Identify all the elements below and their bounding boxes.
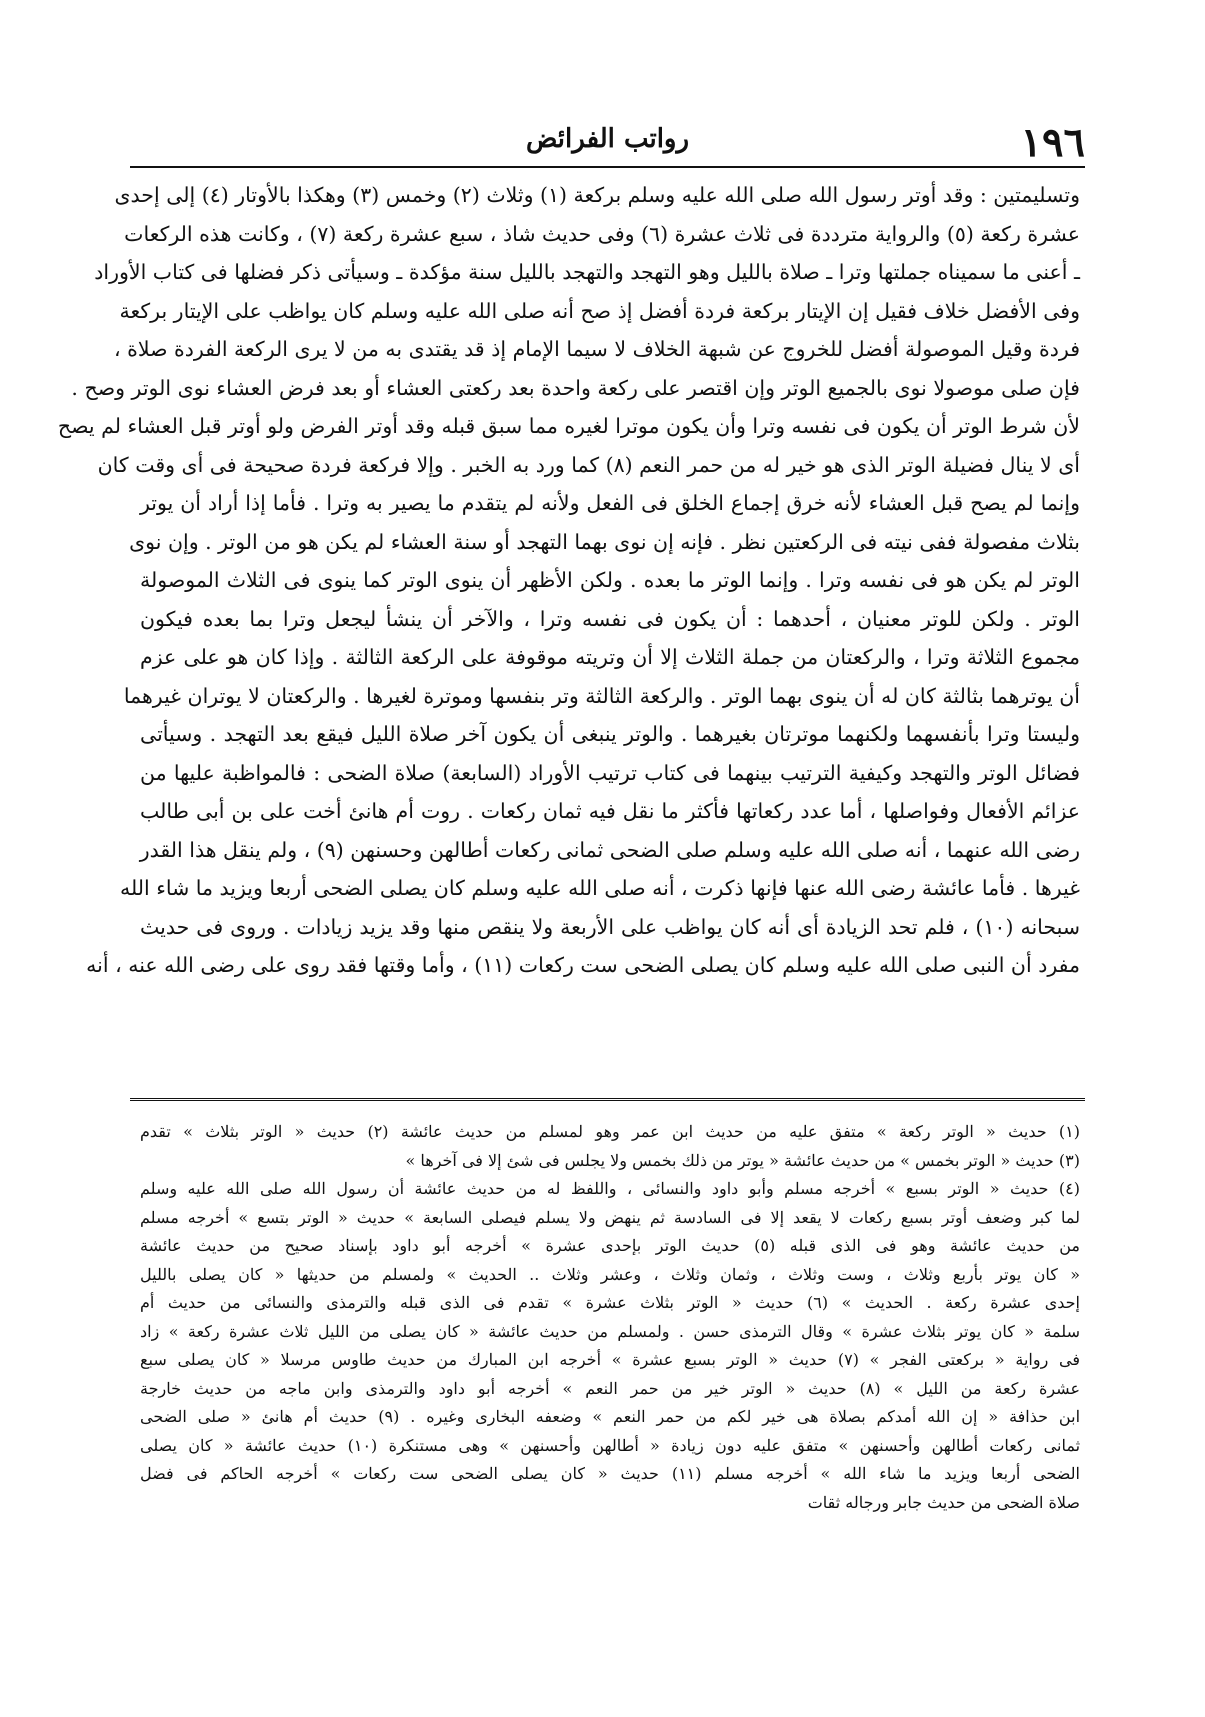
text-line: فضائل الوتر والتهجد وكيفية الترتيب بينهما فى كتاب ترتيب الأوراد (السابعة) صلاة الضحى : فالمواظبة عليها من	[140, 760, 1080, 785]
header-rule	[130, 166, 1085, 168]
footnotes	[140, 1118, 1080, 1517]
text-line: فردة وقيل الموصولة أفضل للخروج عن شبهة الخلاف لا سيما الإمام إذ قد يقتدى به من لا يرى الركعة الفردة صلاة ،	[114, 337, 1080, 361]
footnote-line: (١) حديث « الوتر ركعة » متفق عليه من حديث ابن عمر وهو لمسلم من حديث عائشة (٢) حديث « الوتر بثلاث » تقدم	[140, 1122, 1080, 1141]
footnote-line: فى رواية « بركعتى الفجر » (٧) حديث « الوتر بسبع عشرة » أخرجه ابن المبارك من حديث طاوس مرسلا « كان يصلى سبع	[140, 1350, 1080, 1369]
main-text	[57, 176, 1080, 985]
text-line: ـ أعنى ما سميناه جملتها وترا ـ صلاة بالليل وهو التهجد والتهجد بالليل سنة مؤكدة ـ وسيأتى ذكر فضلها فى كتاب الأوراد	[94, 260, 1080, 284]
text-line: رضى الله عنهما ، أنه صلى الله عليه وسلم صلى الضحى ثمانى ركعات أطالهن وحسنهن (٩) ، ولم ينقل هذا القدر	[139, 837, 1080, 862]
text-line: الوتر لم يكن هو فى نفسه وترا . وإنما الوتر ما بعده . ولكن الأظهر أن ينوى الوتر كما ينوى فى الثلاث الموصولة	[140, 568, 1080, 592]
text-line: فإن صلى موصولا نوى بالجميع الوتر وإن اقتصر على ركعة واحدة بعد ركعتى العشاء أو بعد فرض العشاء نوى الوتر وصح .	[71, 375, 1080, 400]
page-number: ١٩٦	[1020, 119, 1085, 166]
footnote-line: « كان يوتر بأربع وثلاث ، وست وثلاث ، وثمان وثلاث ، وعشر وثلاث .. الحديث » ولمسلم من حديثها « كان يصلى بالليل	[140, 1264, 1080, 1284]
footnote-line: لما كبر وضعف أوتر بسبع ركعات لا يقعد إلا فى السادسة ثم ينهض ولا يسلم فيصلى السابعة » حديث « الوتر بتسع » أخرجه مسلم	[140, 1207, 1080, 1227]
text-line: وفى الأفضل خلاف فقيل إن الإيتار بركعة فردة أفضل إذ صح أنه صلى الله عليه وسلم كان يواظب على الإيتار بركعة	[119, 298, 1080, 323]
text-line: مفرد أن النبى صلى الله عليه وسلم كان يصلى الضحى ست ركعات (١١) ، وأما وقتها فقد روى على رضى الله عنه ، أنه	[86, 953, 1080, 977]
text-line: الوتر . ولكن للوتر معنيان ، أحدهما : أن يكون فى نفسه وترا ، والآخر أن ينشأ ليجعل وترا بما بعده فيكون	[140, 606, 1080, 631]
footnote-line: صلاة الضحى من حديث جابر ورجاله ثقات	[807, 1492, 1080, 1512]
page-header	[130, 118, 1085, 168]
text-line: وتسليمتين : وقد أوتر رسول الله صلى الله عليه وسلم بركعة (١) وثلاث (٢) وخمس (٣) وهكذا بالأوتار (٤) إلى إحدى	[114, 183, 1080, 207]
footnote-line: من حديث عائشة وهو فى الذى قبله (٥) حديث الوتر بإحدى عشرة » أخرجه أبو داود بإسناد صحيح من حديث عائشة	[140, 1236, 1081, 1255]
running-title: رواتب الفرائض	[525, 124, 690, 154]
text-line: بثلاث مفصولة ففى نيته فى الركعتين نظر . فإنه إن نوى بهما التهجد أو سنة العشاء لم يكن هو من الوتر . وإن نوى	[129, 529, 1080, 554]
text-line: عزائم الأفعال وفواصلها ، أما عدد ركعاتها فأكثر ما نقل فيه ثمان ركعات . روت أم هانئ أخت على بن أبى طالب	[140, 799, 1080, 823]
footnote-line: (٤) حديث « الوتر بسبع » أخرجه مسلم وأبو داود والنسائى ، واللفظ له من حديث عائشة أن رسول الله صلى الله عليه وسلم	[140, 1179, 1081, 1198]
footnote-line: (٣) حديث « الوتر بخمس » من حديث عائشة « يوتر من ذلك بخمس ولا يجلس فى شئ إلا فى آخرها »	[405, 1150, 1080, 1170]
footnote-line: الضحى أربعا ويزيد ما شاء الله » أخرجه مسلم (١١) حديث « كان يصلى الضحى ست ركعات » أخرجه الحاكم فى فضل	[140, 1464, 1081, 1483]
text-line: مجموع الثلاثة وترا ، والركعتان من جملة الثلاث إلا أن وتريته موقوفة على الركعة الثالثة . وإذا كان هو على عزم	[140, 645, 1080, 669]
text-line: لأن شرط الوتر أن يكون فى نفسه وترا وأن يكون موترا لغيره مما سبق قبله وقد أوتر الفرض ولو أوتر قبل العشاء لم يصح	[57, 414, 1080, 438]
text-line: سبحانه (١٠) ، فلم تحد الزيادة أى أنه كان يواظب على الأربعة ولا ينقص منها وقد يزيد زيادات . وروى فى حديث	[140, 914, 1080, 939]
text-line: وإنما لم يصح قبل العشاء لأنه خرق إجماع الخلق فى الفعل ولأنه لم يتقدم ما يصير به وترا . فأما إذا أراد أن يوتر	[140, 491, 1080, 515]
footnote-line: ابن حذافة « إن الله أمدكم بصلاة هى خير لكم من حمر النعم » وضعفه البخارى وغيره . (٩) حديث أم هانئ « صلى الضحى	[140, 1407, 1081, 1426]
footnote-line: سلمة « كان يوتر بثلاث عشرة » وقال الترمذى حسن . ولمسلم من حديث عائشة « كان يصلى من الليل ثلاث عشرة ركعة » زاد	[140, 1321, 1080, 1341]
footnote-line: إحدى عشرة ركعة . الحديث » (٦) حديث « الوتر بثلاث عشرة » تقدم فى الذى قبله والترمذى والنسائى من حديث أم	[140, 1293, 1080, 1312]
text-line: عشرة ركعة (٥) والرواية مترددة فى ثلاث عشرة (٦) وفى حديث شاذ ، سبع عشرة ركعة (٧) ، وكانت هذه الركعات	[124, 221, 1080, 246]
footnote-line: عشرة ركعة من الليل » (٨) حديث « الوتر خير من حمر النعم » أخرجه أبو داود والترمذى وابن ماجه من حديث خارجة	[140, 1378, 1080, 1398]
text-line: أن يوترهما بثالثة كان له أن ينوى بهما الوتر . والركعة الثالثة وتر بنفسها وموترة لغيرها . والركعتان لا يوتران غيرهما	[123, 683, 1080, 708]
text-line: وليستا وترا بأنفسهما ولكنهما موترتان بغيرهما . والوتر ينبغى أن يكون آخر صلاة الليل فيقع بعد التهجد . وسيأتى	[140, 722, 1080, 746]
footnote-line: ثمانى ركعات أطالهن وأحسنهن » متفق عليه دون زيادة « أطالهن وأحسنهن » وهى مستنكرة (١٠) حديث عائشة « كان يصلى	[140, 1435, 1081, 1455]
text-line: غيرها . فأما عائشة رضى الله عنها فإنها ذكرت ، أنه صلى الله عليه وسلم كان يصلى الضحى أربعا ويزيد ما شاء الله	[119, 876, 1080, 900]
text-line: أى لا ينال فضيلة الوتر الذى هو خير له من حمر النعم (٨) كما ورد به الخبر . وإلا فركعة فردة صحيحة فى أى وقت كان	[97, 452, 1080, 477]
footnote-separator	[130, 1098, 1085, 1101]
